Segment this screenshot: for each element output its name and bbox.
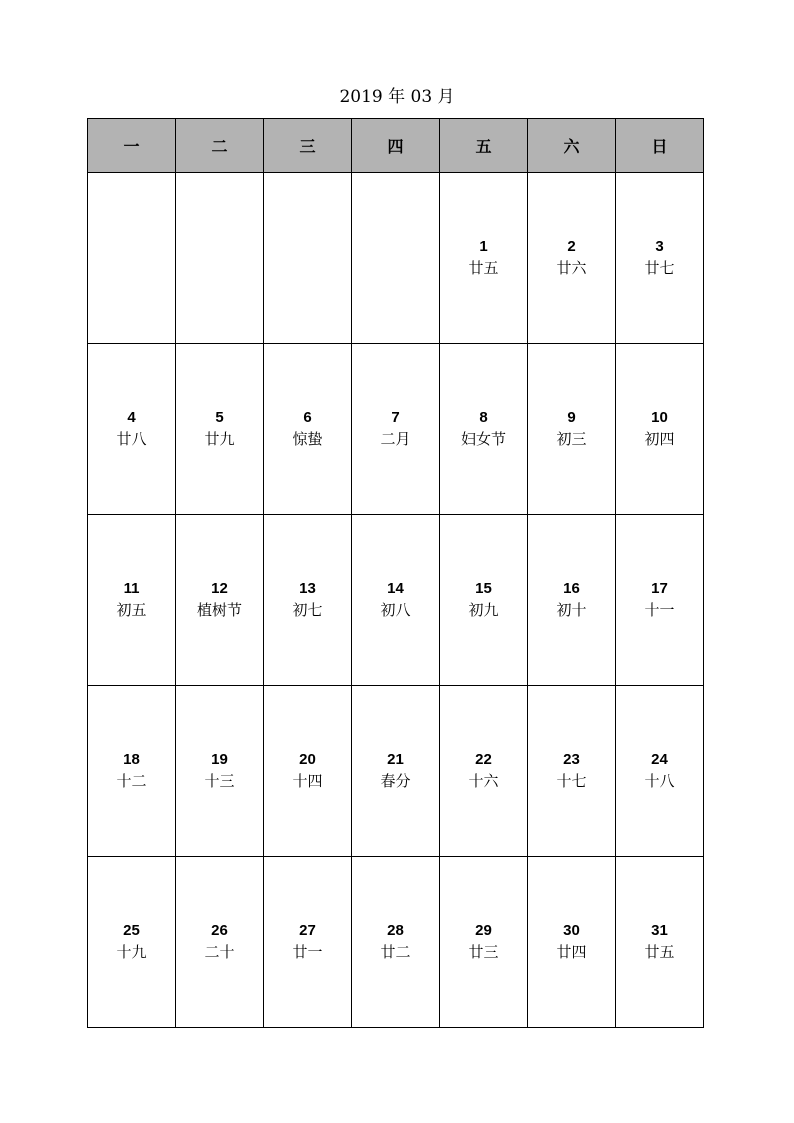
day-number: 14 xyxy=(387,580,404,597)
lunar-date-label: 初八 xyxy=(380,601,411,619)
lunar-date-label: 惊蛰 xyxy=(292,430,323,448)
lunar-date-label: 十九 xyxy=(116,943,147,961)
calendar-day-cell xyxy=(264,515,352,686)
lunar-date-label: 十二 xyxy=(116,772,147,790)
lunar-date-label: 廿一 xyxy=(292,943,323,961)
day-number: 7 xyxy=(391,409,400,426)
day-number: 22 xyxy=(475,751,492,768)
day-number: 30 xyxy=(563,922,580,939)
day-number: 6 xyxy=(303,409,312,426)
weekday-header-wed: 三 xyxy=(264,119,352,173)
calendar-day-cell xyxy=(528,857,616,1028)
calendar-day-cell xyxy=(176,686,264,857)
lunar-date-label: 廿七 xyxy=(644,259,675,277)
lunar-date-label: 廿四 xyxy=(556,943,587,961)
day-number: 21 xyxy=(387,751,404,768)
day-number: 3 xyxy=(655,238,664,255)
calendar-day-cell xyxy=(264,686,352,857)
day-number: 27 xyxy=(299,922,316,939)
lunar-date-label: 十四 xyxy=(292,772,323,790)
lunar-date-label: 廿九 xyxy=(204,430,235,448)
calendar-day-cell xyxy=(352,686,440,857)
calendar-day-cell xyxy=(176,173,264,344)
weekday-header-thu: 四 xyxy=(352,119,440,173)
weekday-header-fri: 五 xyxy=(440,119,528,173)
calendar-day-cell xyxy=(176,344,264,515)
lunar-date-label: 初七 xyxy=(292,601,323,619)
calendar-title: 2019 年 03 月 xyxy=(339,87,455,107)
day-number: 15 xyxy=(475,580,492,597)
calendar-day-cell xyxy=(440,344,528,515)
weekday-header-sun: 日 xyxy=(616,119,704,173)
calendar-day-cell xyxy=(264,173,352,344)
calendar-day-cell xyxy=(616,344,704,515)
day-number: 18 xyxy=(123,751,140,768)
lunar-date-label: 十八 xyxy=(644,772,675,790)
weekday-header-tue: 二 xyxy=(176,119,264,173)
day-number: 8 xyxy=(479,409,488,426)
lunar-date-label: 二十 xyxy=(204,943,235,961)
calendar-day-cell xyxy=(88,173,176,344)
day-number: 23 xyxy=(563,751,580,768)
lunar-date-label: 廿三 xyxy=(468,943,499,961)
calendar-week-row xyxy=(88,857,704,1028)
calendar-day-cell xyxy=(264,344,352,515)
lunar-date-label: 植树节 xyxy=(196,601,242,619)
calendar-day-cell xyxy=(616,515,704,686)
day-number: 9 xyxy=(567,409,576,426)
lunar-date-label: 廿二 xyxy=(380,943,411,961)
calendar-week-row xyxy=(88,344,704,515)
lunar-date-label: 十六 xyxy=(468,772,499,790)
day-number: 13 xyxy=(299,580,316,597)
calendar-day-cell xyxy=(440,686,528,857)
weekday-header-row xyxy=(88,119,704,173)
lunar-date-label: 初三 xyxy=(556,430,587,448)
calendar-day-cell xyxy=(88,857,176,1028)
calendar-day-cell xyxy=(528,344,616,515)
lunar-date-label: 初十 xyxy=(556,601,587,619)
day-number: 1 xyxy=(479,238,488,255)
lunar-date-label: 十七 xyxy=(556,772,587,790)
lunar-date-label: 春分 xyxy=(380,772,411,790)
lunar-date-label: 廿五 xyxy=(468,259,499,277)
day-number: 2 xyxy=(567,238,576,255)
calendar-week-row xyxy=(88,686,704,857)
lunar-date-label: 初五 xyxy=(116,601,147,619)
calendar-day-cell xyxy=(88,515,176,686)
calendar-day-cell xyxy=(440,173,528,344)
day-number: 12 xyxy=(211,580,228,597)
day-number: 16 xyxy=(563,580,580,597)
day-number: 17 xyxy=(651,580,668,597)
lunar-date-label: 妇女节 xyxy=(460,430,506,448)
calendar-day-cell xyxy=(264,857,352,1028)
day-number: 4 xyxy=(127,409,136,426)
calendar-day-cell xyxy=(616,173,704,344)
calendar-day-cell xyxy=(440,515,528,686)
lunar-date-label: 廿六 xyxy=(556,259,587,277)
day-number: 11 xyxy=(123,580,140,597)
calendar-day-cell xyxy=(88,686,176,857)
calendar-day-cell xyxy=(528,515,616,686)
calendar-day-cell xyxy=(352,857,440,1028)
day-number: 26 xyxy=(211,922,228,939)
day-number: 10 xyxy=(651,409,668,426)
day-number: 24 xyxy=(651,751,668,768)
day-number: 20 xyxy=(299,751,316,768)
weekday-header-mon: 一 xyxy=(88,119,176,173)
weekday-header-sat: 六 xyxy=(528,119,616,173)
calendar-day-cell xyxy=(616,857,704,1028)
day-number: 28 xyxy=(387,922,404,939)
calendar-day-cell xyxy=(176,857,264,1028)
calendar-day-cell xyxy=(352,344,440,515)
calendar-grid xyxy=(87,118,704,1028)
calendar-day-cell xyxy=(528,686,616,857)
lunar-date-label: 廿五 xyxy=(644,943,675,961)
day-number: 19 xyxy=(211,751,228,768)
lunar-date-label: 初四 xyxy=(644,430,675,448)
calendar-day-cell xyxy=(440,857,528,1028)
calendar-week-row xyxy=(88,515,704,686)
day-number: 5 xyxy=(215,409,224,426)
lunar-date-label: 初九 xyxy=(468,601,499,619)
calendar-day-cell xyxy=(616,686,704,857)
day-number: 31 xyxy=(651,922,668,939)
lunar-date-label: 二月 xyxy=(380,430,411,448)
calendar-week-row xyxy=(88,173,704,344)
calendar-day-cell xyxy=(352,173,440,344)
calendar-day-cell xyxy=(176,515,264,686)
calendar-body xyxy=(88,173,704,1028)
lunar-date-label: 十三 xyxy=(204,772,235,790)
calendar-day-cell xyxy=(88,344,176,515)
calendar-day-cell xyxy=(528,173,616,344)
lunar-date-label: 十一 xyxy=(644,601,675,619)
calendar-day-cell xyxy=(352,515,440,686)
lunar-date-label: 廿八 xyxy=(116,430,147,448)
day-number: 29 xyxy=(475,922,492,939)
day-number: 25 xyxy=(123,922,140,939)
